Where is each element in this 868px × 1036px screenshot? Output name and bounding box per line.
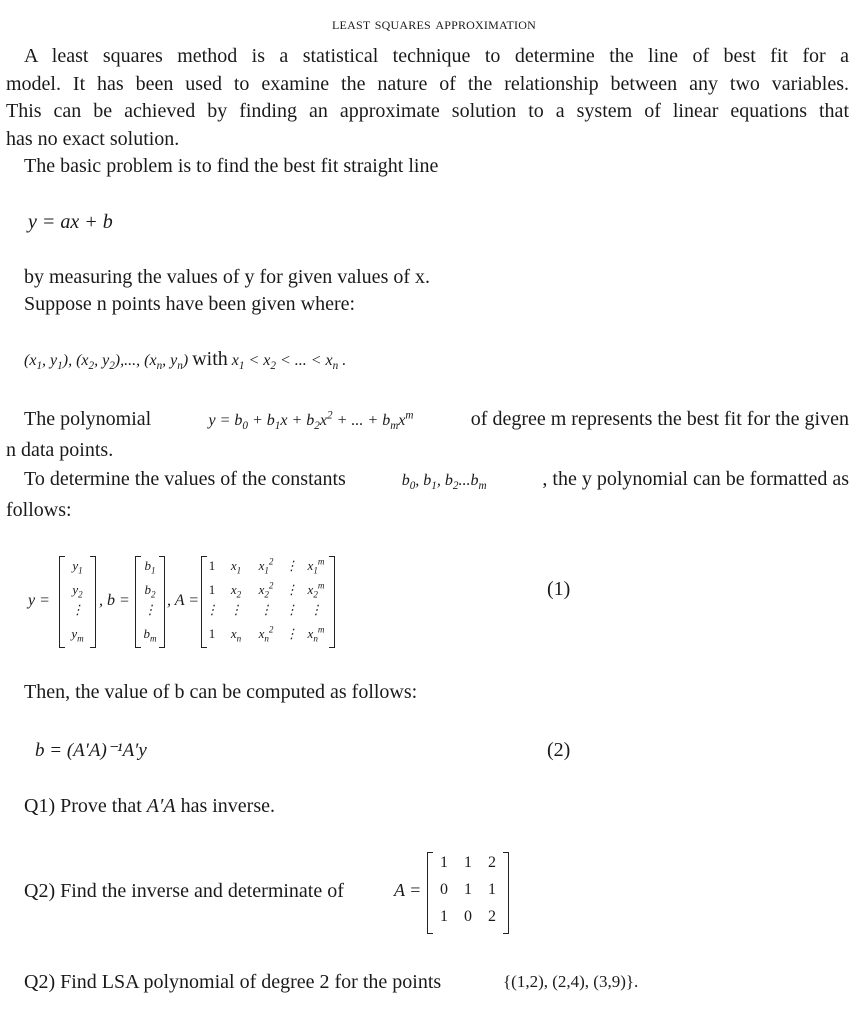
b-equals: , b = [99,592,130,609]
determine-post: , the y polynomial can be formatted as [542,468,849,490]
polynomial-formula: $y = b_0 + b_1x + b_2x^2$ + ... + $b_mx^m$ [208,409,414,433]
y-equals: y = [28,592,50,609]
intro-line-4: has no exact solution. [6,128,180,150]
question-1 [24,795,275,818]
then-text: Then, the value of b can be computed as follows: [24,681,418,703]
determine-line-1 [24,468,849,491]
line-equation: y = ax + b [28,211,113,233]
q2-matrix [427,852,509,934]
q2-matrix-cell: 1 [440,908,448,925]
q2-matrix-cell: 0 [440,881,448,898]
q2-matrix-cell: 0 [464,908,472,925]
measuring-text: by measuring the values of y for given values of x. [24,266,431,288]
equation-1-label: (1) [547,578,571,600]
polynomial-line-2: n data points. [6,439,114,461]
constants-list: $b_0$, $b_1$, $b_2...b_m$ [401,472,487,493]
determine-pre: To determine the values of the constants [24,468,346,490]
q2-matrix-name: A = [394,880,422,900]
points-sequence [24,348,346,371]
q1-pre: Q1) Prove that [24,795,142,817]
q1-post: has inverse. [180,795,275,817]
basic-problem-text: The basic problem is to find the best fit straight line [24,155,439,177]
points-ordering: $x_1 < x_2$ < ... < $x_n$ . [231,352,347,373]
q2-matrix-cell: 1 [440,854,448,871]
equation-2: b = (A′A)⁻¹A′y [35,740,147,761]
question-3-points: {(1,2), (2,4), (3,9)}. [503,972,639,991]
page-title: least squares approximation [332,14,536,33]
polynomial-line-1 [24,408,849,431]
question-2-text: Q2) Find the inverse and determinate of [24,880,344,902]
q2-matrix-cell: 2 [488,854,496,871]
intro-line-1: A least squares method is a statistical technique to determine the line of best fit for a [24,45,849,67]
polynomial-pre: The polynomial [24,408,152,430]
points-formula: ($x_1$, $y_1$), ($x_2$, $y_2$),..., ($x_n$, $y_n$) [24,352,189,373]
q2-matrix-cell: 2 [488,908,496,925]
polynomial-post: of degree m represents the best fit for the given [470,408,849,430]
q1-math: A′A [146,795,176,817]
y-vector: $y_1$ $y_2$ ⋮ $y_m$ [59,556,96,648]
q2-matrix-cell: 1 [488,881,496,898]
suppose-text: Suppose n points have been given where: [24,293,356,315]
determine-line-2: follows: [6,499,72,521]
intro-line-3: This can be achieved by finding an approximate solution to a system of linear equations that [6,100,849,122]
intro-line-2: model. It has been used to examine the nature of the relationship between any two variables. [6,73,849,95]
q2-matrix-cell: 1 [464,881,472,898]
q2-matrix-cell: 1 [464,854,472,871]
points-with: with [192,348,228,370]
question-3-text: Q2) Find LSA polynomial of degree 2 for the points [24,971,442,993]
equation-2-label: (2) [547,739,571,761]
design-matrix: 1 $x_1$ $x_1^2$ ⋮ $x_1^m$ 1 $x_2$ $x_2^2$ ⋮ $x_2^m$ ⋮ ⋮ ⋮ ⋮ ⋮ 1 $x_n$ $x_n^2$ ⋮ $x_n^m$ [201,556,335,648]
a-equals: , A = [167,592,199,609]
b-vector: $b_1$ $b_2$ ⋮ $b_m$ [135,556,165,648]
